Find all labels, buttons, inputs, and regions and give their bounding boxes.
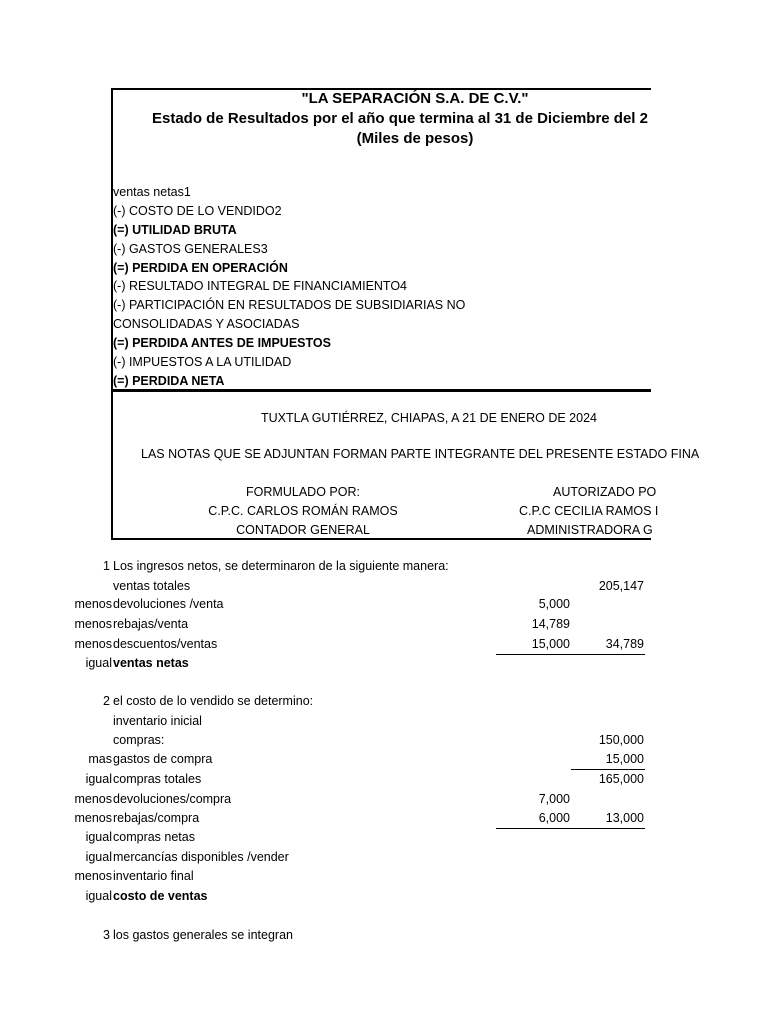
note2-row-label: rebajas/compra bbox=[113, 811, 200, 825]
note2-row-label: inventario inicial bbox=[113, 714, 202, 728]
note2-row-label: compras: bbox=[113, 733, 165, 747]
note3-number: 3 bbox=[103, 928, 110, 942]
note1-row-label: ventas netas bbox=[113, 656, 189, 670]
authorized-name: C.P.C CECILIA RAMOS I bbox=[519, 504, 659, 518]
note1-row-col1: 15,000 bbox=[531, 637, 570, 651]
box-bottom-border bbox=[111, 538, 651, 540]
note2-row-label: devoluciones/compra bbox=[113, 792, 232, 806]
note1-row-op: menos bbox=[74, 597, 112, 611]
note1-number: 1 bbox=[103, 559, 110, 573]
note2-row-op: menos bbox=[74, 869, 112, 883]
statement-line-perdida-neta: (=) PERDIDA NETA bbox=[113, 374, 225, 388]
authorized-role: ADMINISTRADORA G bbox=[527, 523, 653, 537]
note2-underline-bottom bbox=[496, 828, 645, 829]
note2-row-label: inventario final bbox=[113, 869, 194, 883]
note1-row-op: menos bbox=[74, 637, 112, 651]
note2-row-col2: 165,000 bbox=[598, 772, 644, 786]
note2-row-op: menos bbox=[74, 811, 112, 825]
note1-row-label: devoluciones /venta bbox=[113, 597, 224, 611]
note1-underline bbox=[496, 654, 645, 655]
statement-line-gastos: (-) GASTOS GENERALES3 bbox=[113, 242, 268, 256]
note2-title: el costo de lo vendido se determino: bbox=[113, 694, 314, 708]
note2-row-op: igual bbox=[85, 830, 112, 844]
statement-title: Estado de Resultados por el año que termina al 31 de Diciembre del 2 bbox=[152, 110, 648, 127]
formulated-name: C.P.C. CARLOS ROMÁN RAMOS bbox=[208, 504, 398, 518]
note1-row-op: menos bbox=[74, 617, 112, 631]
box-left-border bbox=[111, 88, 113, 540]
place-date: TUXTLA GUTIÉRREZ, CHIAPAS, A 21 DE ENERO DE 2024 bbox=[261, 411, 597, 425]
statement-line-participacion: (-) PARTICIPACIÓN EN RESULTADOS DE SUBSIDIARIAS NO bbox=[113, 298, 466, 312]
note2-row-label: gastos de compra bbox=[113, 752, 213, 766]
note2-row-label: mercancías disponibles /vender bbox=[113, 850, 289, 864]
statement-line-perdida-operacion: (=) PERDIDA EN OPERACIÓN bbox=[113, 261, 288, 275]
statement-line-consolidadas: CONSOLIDADAS Y ASOCIADAS bbox=[113, 317, 300, 331]
statement-units: (Miles de pesos) bbox=[356, 130, 474, 147]
note1-row-col1: 5,000 bbox=[538, 597, 570, 611]
note1-row-op: igual bbox=[85, 656, 112, 670]
note2-row-label: compras netas bbox=[113, 830, 195, 844]
note1-title: Los ingresos netos, se determinaron de la siguiente manera: bbox=[113, 559, 449, 573]
note2-underline-top bbox=[571, 769, 645, 770]
note2-row-op: menos bbox=[74, 792, 112, 806]
box-mid-border bbox=[111, 389, 651, 392]
note2-row-col2: 150,000 bbox=[598, 733, 644, 747]
formulated-label: FORMULADO POR: bbox=[246, 485, 360, 499]
note1-row-label: rebajas/venta bbox=[113, 617, 189, 631]
note1-row-label: ventas totales bbox=[113, 579, 191, 593]
note2-row-col2: 13,000 bbox=[605, 811, 644, 825]
note2-row-col1: 7,000 bbox=[538, 792, 570, 806]
notes-statement: LAS NOTAS QUE SE ADJUNTAN FORMAN PARTE INTEGRANTE DEL PRESENTE ESTADO FINA bbox=[141, 447, 700, 461]
statement-line-ventas-netas: ventas netas1 bbox=[113, 185, 191, 199]
note2-row-label: compras totales bbox=[113, 772, 202, 786]
note1-row-col1: 14,789 bbox=[531, 617, 570, 631]
note2-row-op: mas bbox=[88, 752, 112, 766]
statement-line-resultado-integral: (-) RESULTADO INTEGRAL DE FINANCIAMIENTO4 bbox=[113, 279, 408, 293]
note2-row-op: igual bbox=[85, 889, 112, 903]
note2-row-op: igual bbox=[85, 850, 112, 864]
note2-row-op: igual bbox=[85, 772, 112, 786]
note2-row-col2: 15,000 bbox=[605, 752, 644, 766]
note1-row-col2: 205,147 bbox=[598, 579, 644, 593]
statement-line-utilidad-bruta: (=) UTILIDAD BRUTA bbox=[113, 223, 237, 237]
authorized-label: AUTORIZADO PO bbox=[553, 485, 657, 499]
note3-title: los gastos generales se integran bbox=[113, 928, 293, 942]
formulated-role: CONTADOR GENERAL bbox=[236, 523, 370, 537]
statement-line-perdida-antes: (=) PERDIDA ANTES DE IMPUESTOS bbox=[113, 336, 331, 350]
note2-row-col1: 6,000 bbox=[538, 811, 570, 825]
note1-row-label: descuentos/ventas bbox=[113, 637, 218, 651]
statement-line-impuestos: (-) IMPUESTOS A LA UTILIDAD bbox=[113, 355, 292, 369]
note1-row-col2: 34,789 bbox=[605, 637, 644, 651]
note2-row-label: costo de ventas bbox=[113, 889, 208, 903]
statement-line-costo: (-) COSTO DE LO VENDIDO2 bbox=[113, 204, 282, 218]
note2-number: 2 bbox=[103, 694, 110, 708]
company-name: "LA SEPARACIÓN S.A. DE C.V." bbox=[301, 90, 529, 107]
